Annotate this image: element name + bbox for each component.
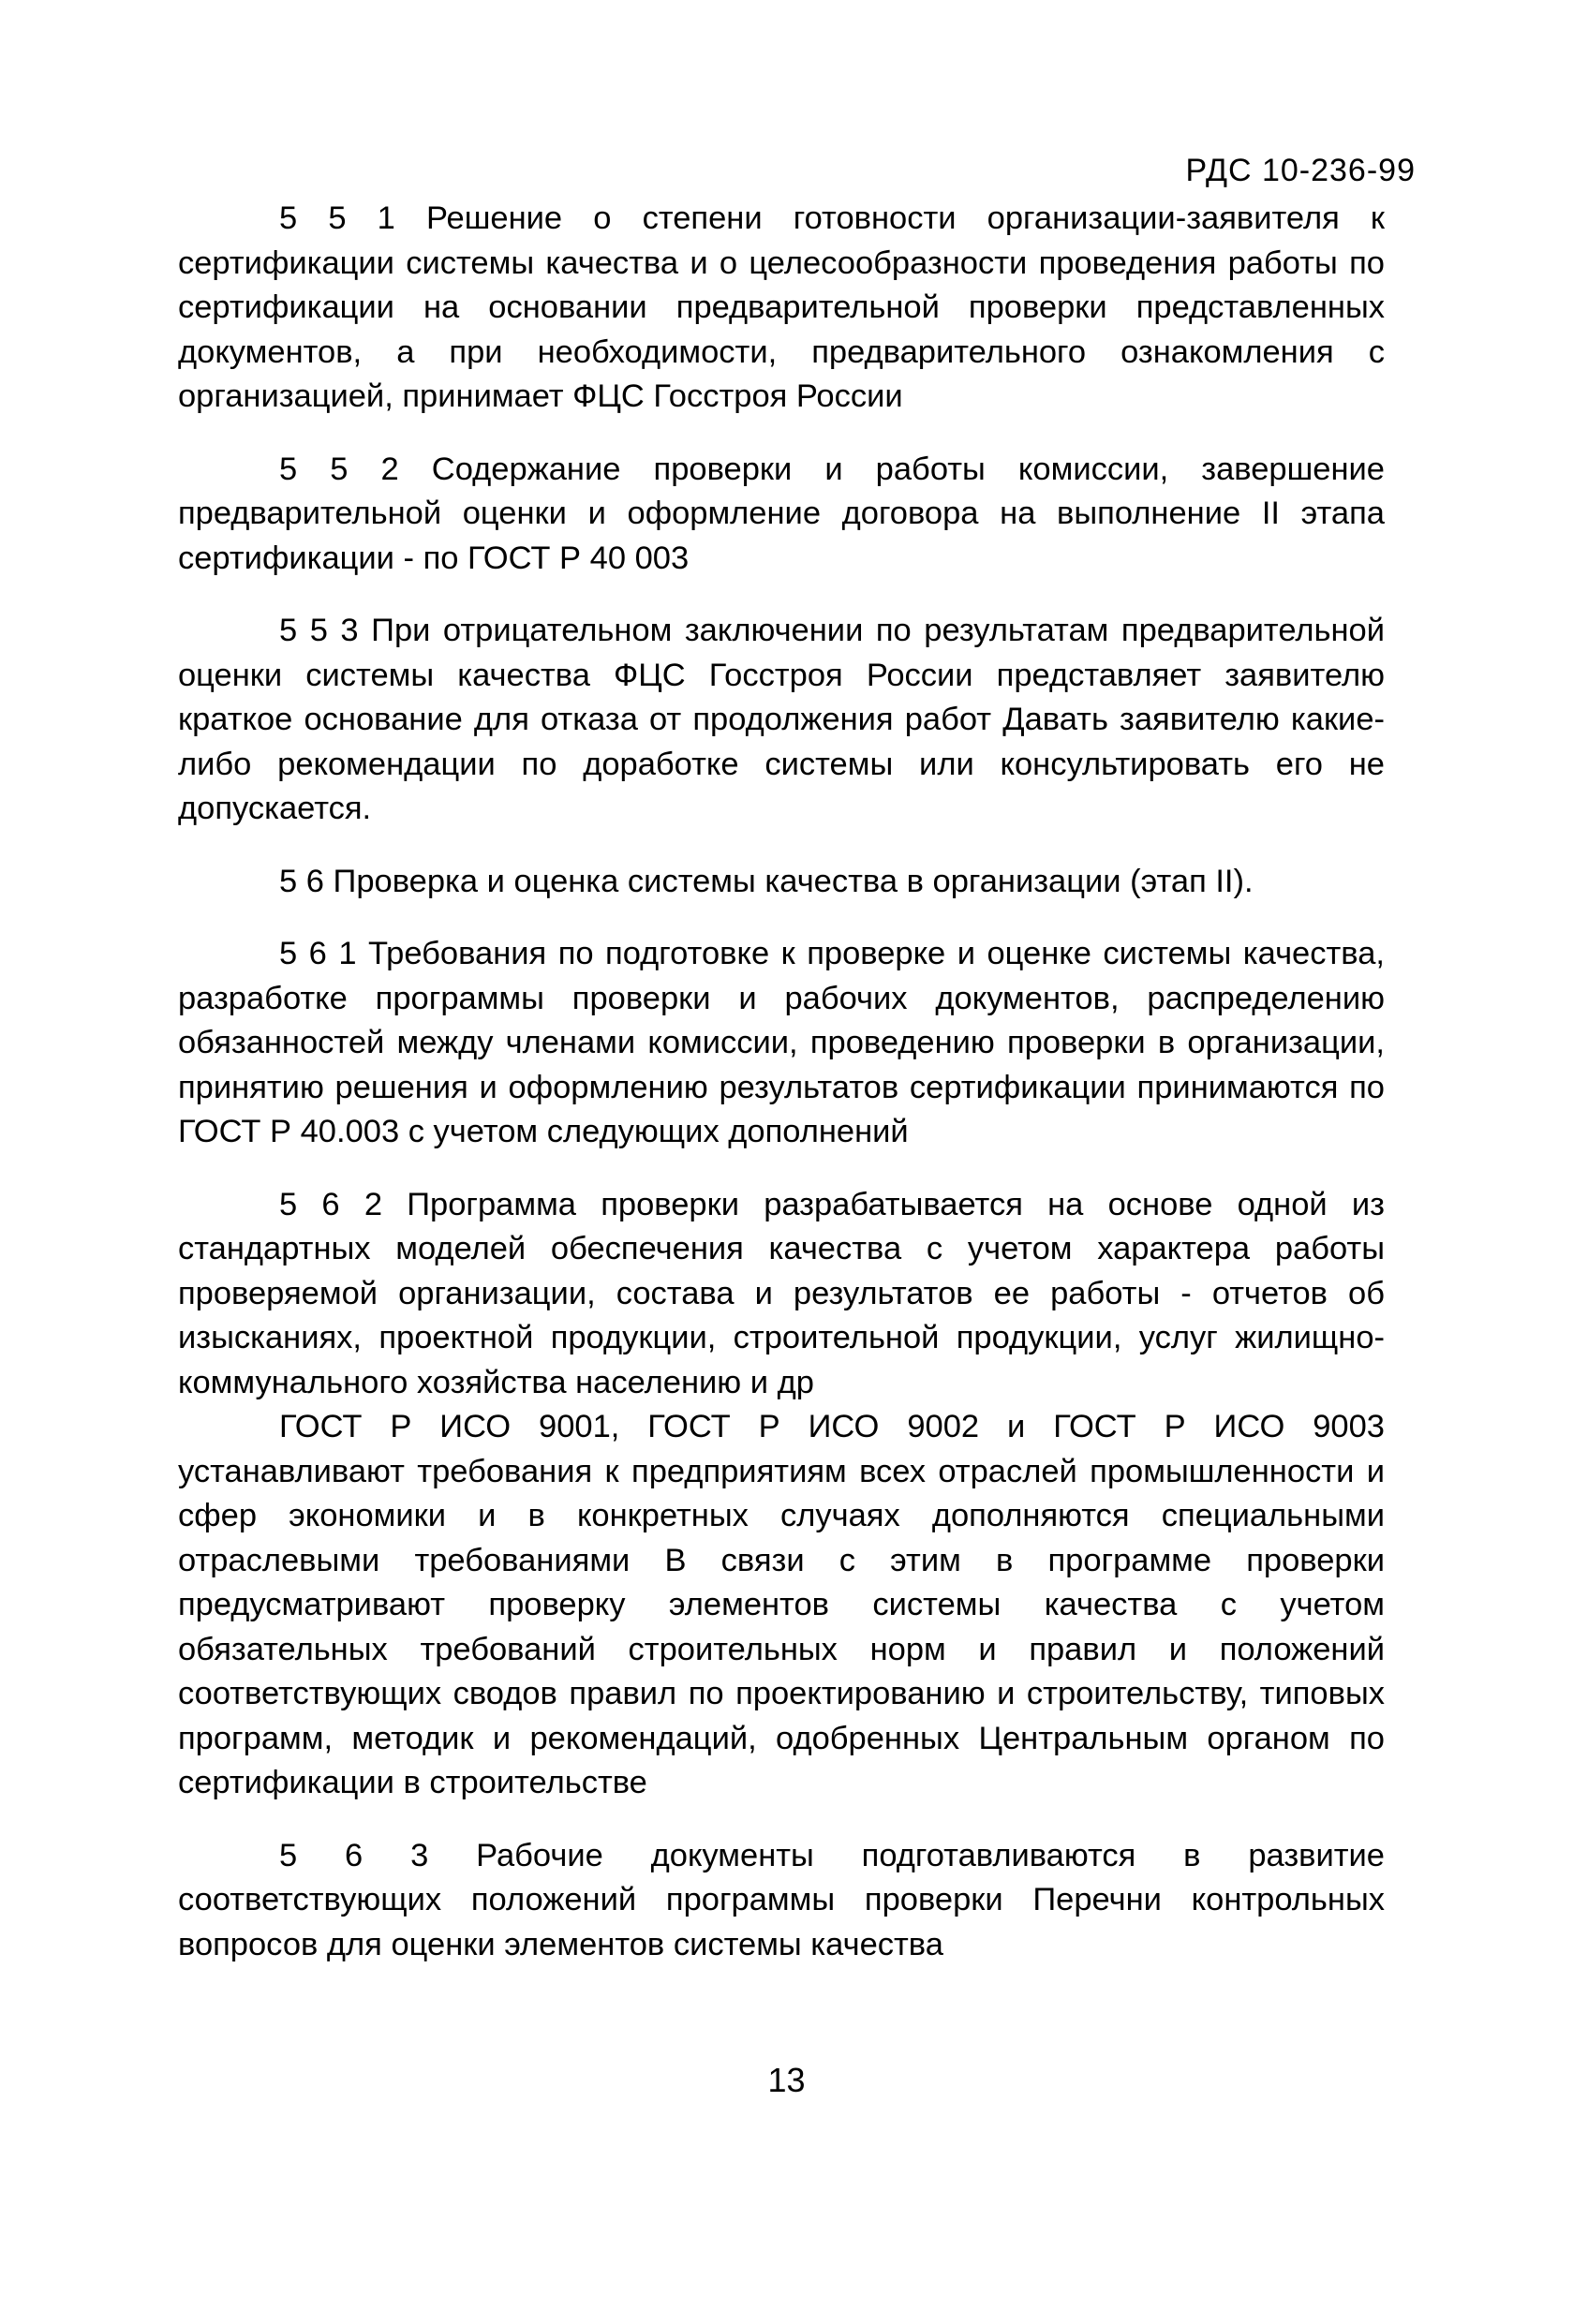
paragraph-5-6-1: 5 6 1 Требования по подготовке к проверке и оценке системы качества, разработке программы проверки и рабочих документов, распределению обязанностей между членами комиссии, проведению проверки в организации, принятию решения и оформлению результатов сертификации принимаются по ГОСТ Р 40.003 с учетом следующих дополнений	[178, 936, 1385, 1149]
page-number: 13	[767, 2061, 806, 2099]
paragraph-5-5-3: 5 5 3 При отрицательном заключении по результатам предварительной оценки системы качества ФЦС Госстроя России представляет заявителю краткое основание для отказа от продолжения работ Давать заявителю какие-либо рекомендации по доработке системы или консультировать его не допускается.	[178, 613, 1385, 826]
document-code: РДС 10-236-99	[1185, 153, 1416, 188]
paragraph-5-6-2: 5 6 2 Программа проверки разрабатывается на основе одной из стандартных моделей обеспечения качества с учетом характера работы проверяемой организации, состава и результатов ее работы - отчетов об изысканиях, проектной продукции, строительной продукции, услуг жилищно-коммунального хозяйства населению и др	[178, 1186, 1385, 1400]
paragraph-5-5-1: 5 5 1 Решение о степени готовности организации-заявителя к сертификации системы качества и о целесообразности проведения работы по сертификации на основании предварительной проверки представленных документов, а при необходимости, предварительного ознакомления с организацией, принимает ФЦС Госстроя России	[178, 200, 1385, 414]
paragraph-5-5-2: 5 5 2 Содержание проверки и работы комиссии, завершение предварительной оценки и оформление договора на выполнение II этапа сертификации - по ГОСТ Р 40 003	[178, 451, 1385, 576]
section-heading-5-6: 5 6 Проверка и оценка системы качества в организации (этап II).	[279, 863, 1254, 899]
paragraph-iso-standards: ГОСТ Р ИСО 9001, ГОСТ Р ИСО 9002 и ГОСТ Р ИСО 9003 устанавливают требования к предприятиям всех отраслей промышленности и сфер экономики и в конкретных случаях дополняются специальными отраслевыми требованиями В связи с этим в программе проверки предусматривают проверку элементов системы качества с учетом обязательных требований строительных норм и правил и положений соответствующих сводов правил по проектированию и строительству, типовых программ, методик и рекомендаций, одобренных Центральным органом по сертификации в строительстве	[178, 1409, 1385, 1800]
body-text	[178, 197, 1385, 1967]
paragraph-5-6-3: 5 6 3 Рабочие документы подготавливаются в развитие соответствующих положений программы проверки Перечни контрольных вопросов для оценки элементов системы качества	[178, 1837, 1385, 1962]
